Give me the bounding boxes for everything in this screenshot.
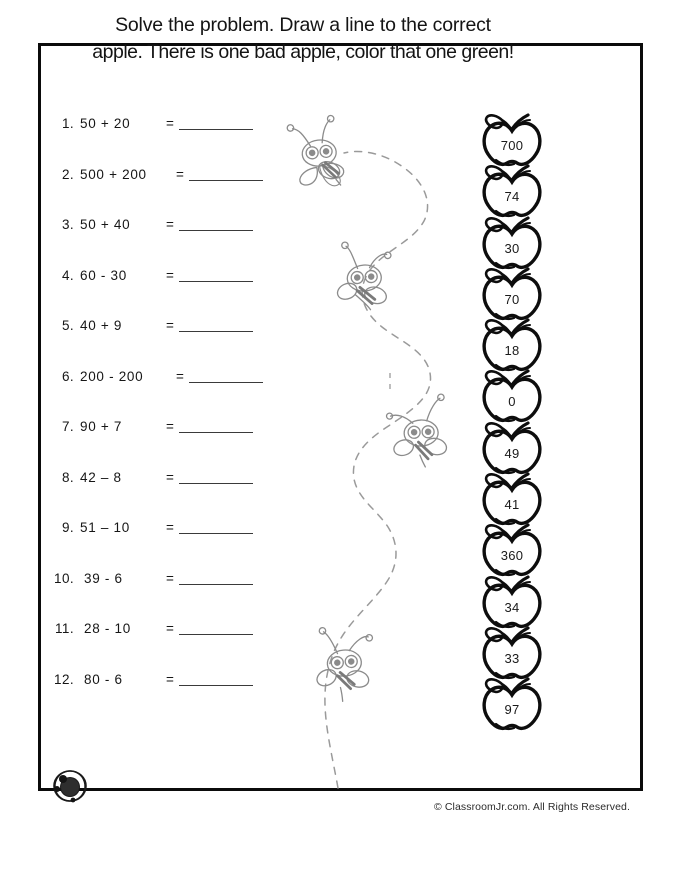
answer-blank[interactable] [179, 483, 253, 484]
equals-sign: = [166, 267, 174, 283]
problem-row [48, 167, 278, 218]
copyright-credit: © ClassroomJr.com. All Rights Reserved. [433, 801, 630, 813]
problem-row [48, 470, 278, 521]
equals-sign: = [176, 368, 184, 384]
problem-number: 5. [61, 318, 74, 333]
apple-value: 18 [504, 343, 520, 359]
answer-blank[interactable] [179, 281, 253, 282]
equals-sign: = [166, 520, 174, 535]
problem-expression: 60 - 30 [80, 267, 127, 283]
problem-expression: 200 - 200 [80, 368, 144, 384]
answer-blank[interactable] [179, 685, 253, 686]
answer-blank[interactable] [189, 382, 263, 383]
equals-sign: = [166, 671, 174, 687]
apple-value: 33 [504, 650, 520, 666]
problem-expression: 39 - 6 [84, 570, 123, 586]
problem-number: 1. [61, 116, 74, 131]
problem-row [48, 672, 278, 723]
answer-blank[interactable] [179, 331, 253, 332]
problem-number: 7. [61, 419, 74, 434]
problem-number: 9. [61, 520, 74, 535]
answer-blank[interactable] [179, 533, 253, 534]
equals-sign: = [166, 318, 174, 333]
answer-blank[interactable] [179, 634, 253, 635]
problem-expression: 28 - 10 [84, 621, 131, 636]
problem-row [48, 520, 278, 571]
problem-row [48, 116, 278, 167]
equals-sign: = [176, 166, 184, 182]
apple-answer-option[interactable] [476, 163, 548, 214]
problem-row [48, 621, 278, 672]
instructions-line-1: Solve the problem. Draw a line to the correct [115, 14, 491, 36]
problem-number: 8. [61, 469, 74, 485]
answer-blank[interactable] [179, 584, 253, 585]
problem-number: 12. [54, 671, 74, 687]
apple-answer-option[interactable] [476, 625, 548, 676]
problem-row [48, 318, 278, 369]
apple-answer-option[interactable] [476, 266, 548, 317]
problem-number: 6. [61, 368, 74, 384]
answer-blank[interactable] [179, 230, 253, 231]
apple-answer-option[interactable] [476, 574, 548, 625]
apple-value: 70 [504, 291, 520, 307]
problem-number: 10. [54, 570, 74, 586]
apple-answer-option[interactable] [476, 112, 548, 163]
problem-row [48, 369, 278, 420]
problem-expression: 51 – 10 [80, 520, 130, 535]
problem-expression: 80 - 6 [84, 671, 123, 687]
apple-value: 700 [500, 138, 524, 153]
problem-expression: 40 + 9 [80, 318, 123, 333]
apple-answer-option[interactable] [476, 215, 548, 266]
apple-answer-option[interactable] [476, 676, 548, 727]
apple-value: 360 [500, 548, 524, 564]
answer-blank[interactable] [179, 129, 253, 130]
problem-expression: 50 + 20 [80, 116, 131, 131]
apple-answer-option[interactable] [476, 471, 548, 522]
problem-number: 11. [55, 621, 74, 636]
problem-expression: 50 + 40 [80, 217, 131, 232]
equals-sign: = [166, 116, 174, 131]
apple-answer-option[interactable] [476, 317, 548, 368]
problem-row [48, 268, 278, 319]
problem-expression: 90 + 7 [80, 419, 123, 434]
problem-number: 2. [61, 166, 74, 182]
apple-value: 30 [504, 240, 520, 256]
instructions-heading [48, 12, 558, 66]
apple-value: 41 [504, 497, 520, 513]
problem-expression: 500 + 200 [80, 166, 147, 182]
classroom-jr-orbit-logo [48, 763, 92, 807]
answer-blank[interactable] [179, 432, 253, 433]
apple-answer-option[interactable] [476, 522, 548, 573]
equals-sign: = [166, 621, 174, 636]
equals-sign: = [166, 469, 174, 485]
problem-row [48, 571, 278, 622]
apple-answer-option[interactable] [476, 420, 548, 471]
problem-expression: 42 – 8 [80, 469, 122, 485]
apple-value: 34 [504, 599, 520, 615]
problem-number: 3. [61, 217, 74, 232]
apple-value: 0 [508, 394, 516, 410]
problem-row [48, 217, 278, 268]
apple-value: 49 [504, 445, 520, 461]
instructions-line-2: apple. There is one bad apple, color that one green! [92, 41, 514, 63]
apple-value: 74 [504, 189, 520, 205]
answer-blank[interactable] [189, 180, 263, 181]
problem-list [48, 116, 278, 722]
problem-row [48, 419, 278, 470]
equals-sign: = [166, 419, 174, 434]
apple-answer-column [476, 112, 548, 728]
problem-number: 4. [61, 267, 74, 283]
equals-sign: = [166, 217, 174, 232]
equals-sign: = [166, 570, 174, 586]
apple-answer-option[interactable] [476, 368, 548, 419]
apple-value: 97 [504, 702, 520, 718]
